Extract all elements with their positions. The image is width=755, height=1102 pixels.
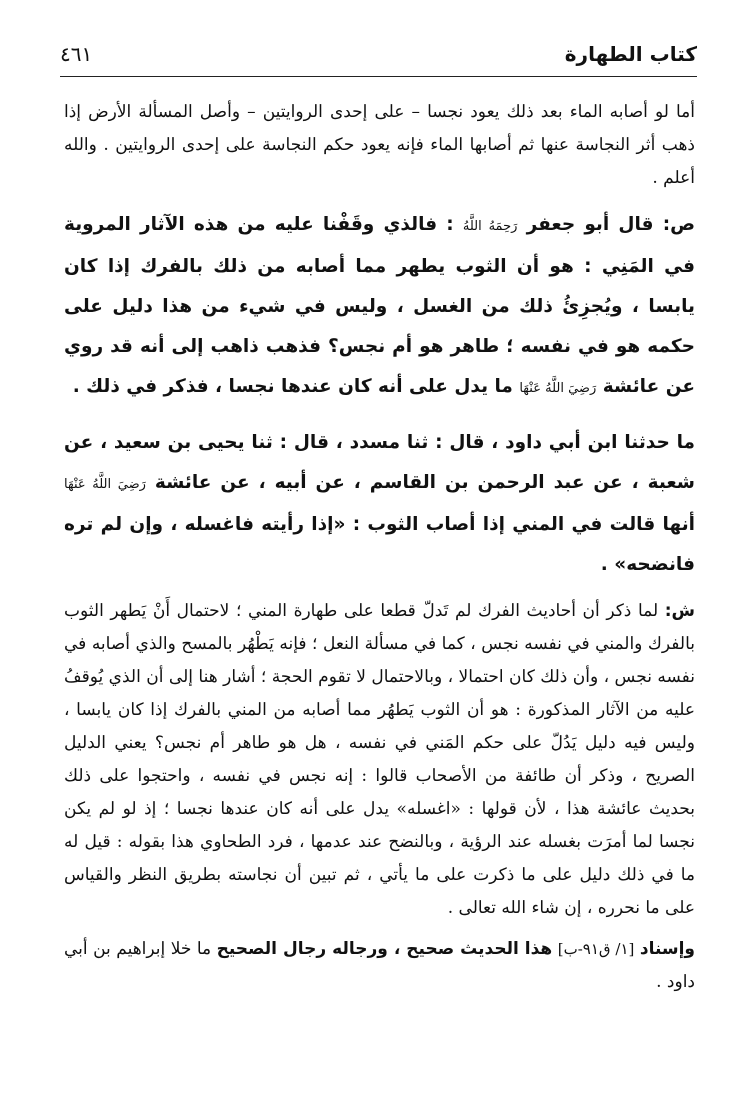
- paragraph-hadith-chain: [64, 423, 695, 585]
- paragraph-commentary-continuation: أما لو أصابه الماء بعد ذلك يعود نجسا – على إحدى الروايتين – وأصل المسألة الأرض إذا ذهب أثر النجاسة عنها ثم أصابها الماء فإنه يعود حكم النجاسة على إحدى الروايتين . والله أعلم .: [64, 102, 695, 188]
- paragraph-matn-text: [64, 205, 695, 409]
- manuscript-reference: [١/ ق٩١-ب]: [557, 940, 635, 958]
- isnad-exception: ما خلا إبراهيم بن أبي داود .: [64, 939, 695, 992]
- matn-text-part-2: : فالذي وقَفْنا عليه من هذه الآثار المروية في المَنِي : هو أن الثوب يطهر مما أصابه من ذلك بالفرك إذا كان يابسا ، ويُجزِئُ ذلك من الغسل ، وليس في شيء من هذا دليل على حكمه هو في نفسه ؛ طاهر هو أم نجس؟ فذهب ذاهب إلى أنه قد روي عن عائشة: [64, 214, 695, 397]
- honorific-radiyallahu-anha-2: رَضِيَ اللَّهُ عَنْهَا: [64, 477, 146, 492]
- honorific-rahimahullah: رَحِمَهُ اللَّهُ: [462, 219, 518, 234]
- hadith-chain-text: ما حدثنا ابن أبي داود ، قال : ثنا مسدد ، قال : ثنا يحيى بن سعيد ، عن شعبة ، عن عبد الرحمن بن القاسم ، عن أبيه ، عن عائشة: [64, 432, 696, 493]
- running-head: كتاب الطهارة: [564, 42, 697, 66]
- sharh-text: لما ذكر أن أحاديث الفرك لم تَدلّ قطعا على طهارة المني ؛ لاحتمال أَنْ يَطهر الثوب بالفرك والمني في نفسه نجس ، كما في مسألة النعل ؛ فإنه يَطْهُر بالمسح والذي أصابه في نفسه نجس ، وأن ذلك كان احتمالا ، وبالاحتمال لا تقوم الحجة ؛ أشار هنا إلى أن الذي يُوقفُ عليه من الآثار المذكورة : هو أن الثوب يَطهُر مما أصابه من المني بالفرك إذا كان يابسا ، وليس فيه دليل يَدُلّ على حكم المَني في نفسه ، هل هو طاهر أم نجس؟ يعني الدليل الصريح ، وذكر أن طائفة من الأصحاب قالوا : إنه نجس في نفسه ، واحتجوا على ذلك بحديث عائشة هذا ، لأن قولها : «اغسله» يدل على أنه كان عندها نجسا ؛ إذ لو لم يكن نجسا لما أمرَت بغسله عند الرؤية ، وبالنضح عند عدمها ، فرد الطحاوي هذا بقوله : قيل له ما في ذلك دليل على ما ذكرت على ما يأتي ، ثم تبين أن نجاسته بطريق النظر والقياس على ما نحرره ، إن شاء الله تعالى .: [64, 601, 695, 918]
- honorific-radiyallahu-anha: رَضِيَ اللَّهُ عَنْهَا: [519, 381, 597, 396]
- paragraph-isnad: [64, 933, 695, 999]
- matn-label: ص:: [662, 214, 695, 235]
- isnad-label: وإسناد: [639, 939, 696, 959]
- sharh-label: ش:: [664, 601, 695, 621]
- matn-text-part-1: قال أبو جعفر: [526, 214, 654, 235]
- matn-text-part-3: ما يدل على أنه كان عندها نجسا ، فذكر في ذلك .: [72, 376, 513, 397]
- page-body: [64, 96, 695, 999]
- page-header: [60, 36, 697, 77]
- page-number: ٤٦١: [60, 42, 93, 66]
- isnad-grading: هذا الحديث صحيح ، ورجاله رجال الصحيح: [216, 939, 553, 959]
- hadith-text: أنها قالت في المني إذا أصاب الثوب : «إذا رأيته فاغسله ، وإن لم تره فانضحه» .: [64, 514, 695, 575]
- paragraph-sharh: [64, 595, 695, 925]
